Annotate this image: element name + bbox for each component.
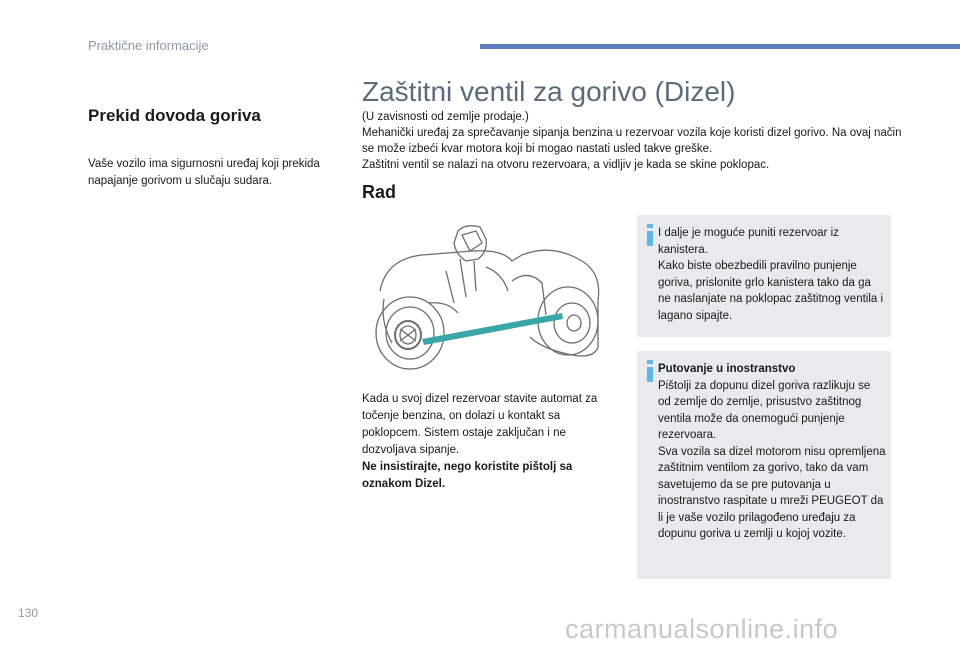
info-icon <box>647 224 653 246</box>
intro-text <box>362 109 902 173</box>
info-line: Kako biste obezbedili pravilno punjenje goriva, prislonite grlo kanistera tako da ga ne naslanjate na poklopac zaštitnog ventila i lagano sipajte. <box>658 260 884 322</box>
page-title: Zaštitni ventil za gorivo (Dizel) <box>362 76 736 107</box>
info-icon <box>647 360 653 382</box>
info-line: I dalje je moguće puniti rezervoar iz kanistera. <box>658 227 839 256</box>
info-box-canister <box>637 215 891 337</box>
section-header: Praktične informacije <box>88 38 209 53</box>
fuel-cutoff-title: Prekid dovoda goriva <box>88 106 261 125</box>
operation-paragraph: Kada u svoj dizel rezervoar stavite automat za točenje benzina, on dolazi u kontakt sa poklopcem. Sistem ostaje zaključan i ne dozvoljava sipanje. <box>362 393 598 456</box>
info-line: Sva vozila sa dizel motorom nisu opremljena zaštitnim ventilom za gorivo, tako da vam savetujemo da se pre putovanja u inostranstvo raspitate u mreži PEUGEOT da li je vaše vozilo prilagođeno uređaju za dopunu goriva u zemlji u kojoj vozite. <box>658 445 886 540</box>
operation-title: Rad <box>362 182 397 202</box>
fuel-filler-drawing <box>362 221 620 371</box>
info-box-travel <box>637 351 891 579</box>
info-box-text <box>658 361 886 543</box>
fuel-cutoff-paragraph: Vaše vozilo ima sigurnosni uređaj koji prekida napajanje gorivom u slučaju sudara. <box>88 158 320 187</box>
info-box-text <box>658 225 886 324</box>
intro-line: Zaštitni ventil se nalazi na otvoru rezervoara, a vidljiv je kada se skine poklopac. <box>362 159 770 171</box>
fuel-filler-illustration <box>362 221 620 371</box>
info-line: Pištolji za dopunu dizel goriva razlikuju se od zemlje do zemlje, prisustvo zaštitnog ventila može da onemogući punjenje rezervoara. <box>658 379 871 441</box>
intro-line: (U zavisnosti od zemlje prodaje.) <box>362 111 529 123</box>
info-box-title: Putovanje u inostranstvo <box>658 363 796 375</box>
header-bar <box>480 44 960 49</box>
operation-text <box>362 391 602 493</box>
page-number: 130 <box>18 606 39 620</box>
intro-line: Mehanički uređaj za sprečavanje sipanja benzina u rezervoar vozila koje koristi dizel gorivo. Na ovaj način se može izbeći kvar motora koji bi mogao nastati usled takve greške. <box>362 127 902 155</box>
operation-warning: Ne insistirajte, nego koristite pištolj sa oznakom Dizel. <box>362 461 573 490</box>
watermark: carmanualsonline.info <box>565 614 839 644</box>
